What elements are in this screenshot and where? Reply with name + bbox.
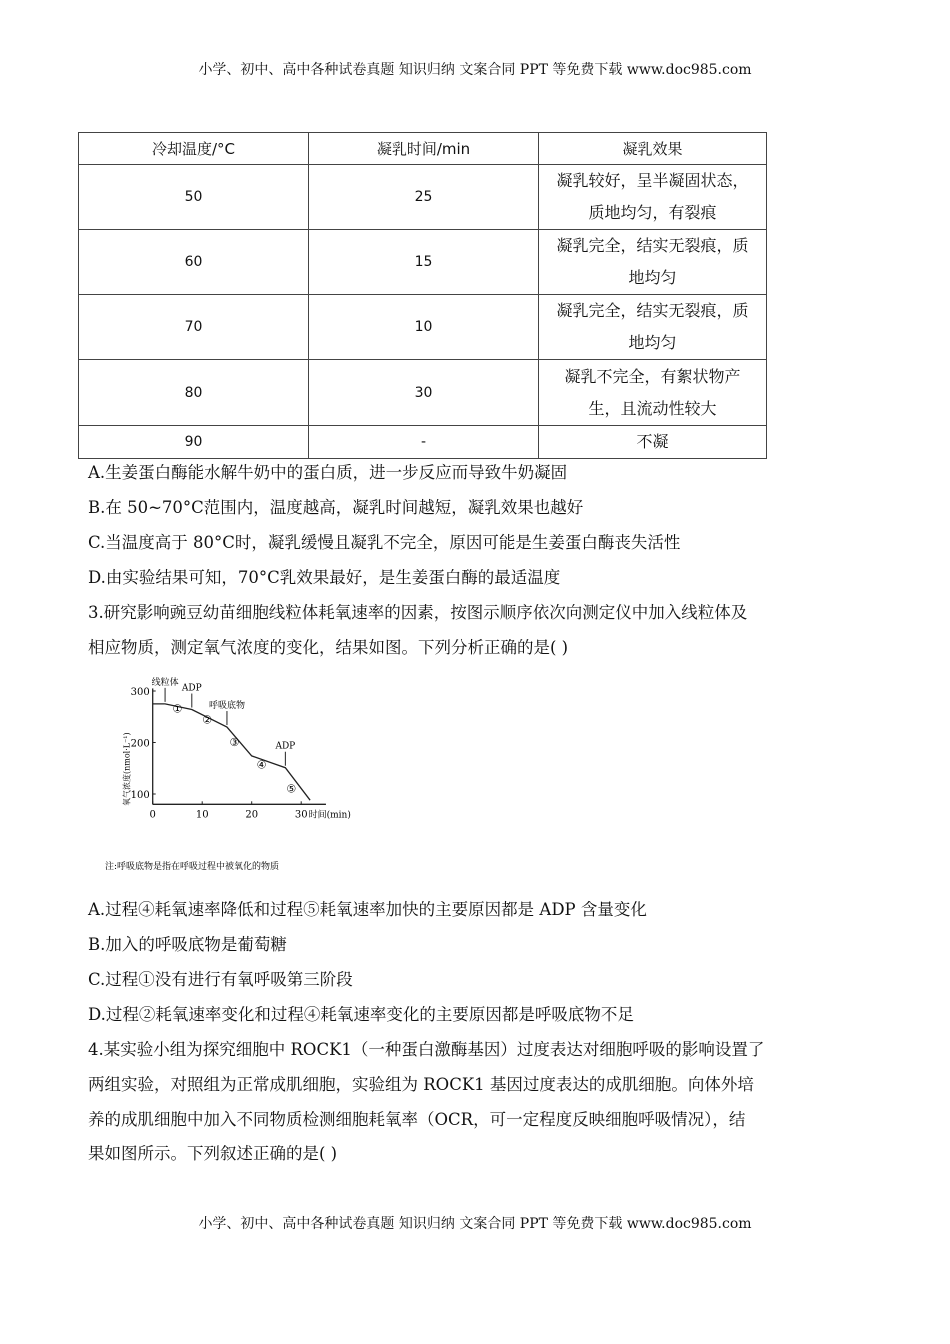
annotation-label: ADP — [275, 741, 296, 752]
cell: 80 — [79, 360, 309, 426]
x-tick-label: 30 — [294, 809, 308, 821]
option-a: A.过程④耗氧速率降低和过程⑤耗氧速率加快的主要原因都是 ADP 含量变化 — [88, 900, 647, 919]
table-row — [79, 426, 767, 459]
segment-label: ① — [172, 702, 183, 716]
question-4-stem: 两组实验，对照组为正常成肌细胞，实验组为 ROCK1 基因过度表达的成肌细胞。向体外培 — [88, 1075, 754, 1094]
option-a: A.生姜蛋白酶能水解牛奶中的蛋白质，进一步反应而导致牛奶凝固 — [88, 463, 568, 482]
segment-label: ③ — [229, 736, 240, 750]
cell: 70 — [79, 295, 309, 360]
segment-label: ④ — [256, 758, 267, 772]
cell: 凝乳较好，呈半凝固状态，质地均匀，有裂痕 — [539, 165, 767, 230]
y-tick-label: 200 — [130, 738, 150, 750]
question-4-stem: 4.某实验小组为探究细胞中 ROCK1（一种蛋白激酶基因）过度表达对细胞呼吸的影响设置了 — [88, 1040, 765, 1059]
table-row — [79, 360, 767, 426]
question-3-stem: 相应物质，测定氧气浓度的变化，结果如图。下列分析正确的是( ) — [88, 638, 569, 657]
page-footer: 小学、初中、高中各种试卷真题 知识归纳 文案合同 PPT 等免费下载 www.doc985.com — [198, 1216, 752, 1232]
cell: 不凝 — [539, 426, 767, 459]
annotation-label: 呼吸底物 — [208, 701, 245, 712]
column-header: 冷却温度/°C — [79, 133, 309, 165]
annotation-label: 线粒体 — [151, 677, 179, 688]
x-axis-label: 时间(min) — [308, 810, 351, 821]
y-tick-label: 300 — [130, 687, 150, 698]
option-b: B.在 50~70°C范围内，温度越高，凝乳时间越短，凝乳效果也越好 — [88, 498, 584, 517]
cell: 60 — [79, 230, 309, 295]
segment-label: ② — [202, 713, 213, 727]
coagulation-table — [78, 132, 767, 459]
y-axis-label: 氧气浓度(nmol·L⁻¹) — [122, 732, 132, 806]
cell: 10 — [309, 295, 539, 360]
question-4-stem: 果如图所示。下列叙述正确的是( ) — [88, 1144, 338, 1163]
table-row — [79, 230, 767, 295]
table-row — [79, 165, 767, 230]
question-3-stem: 3.研究影响豌豆幼苗细胞线粒体耗氧速率的因素，按图示顺序依次向测定仪中加入线粒体及 — [88, 603, 748, 622]
option-b: B.加入的呼吸底物是葡萄糖 — [88, 935, 287, 954]
cell: 凝乳完全，结实无裂痕，质地均匀 — [539, 230, 767, 295]
cell: 50 — [79, 165, 309, 230]
option-c: C.过程①没有进行有氧呼吸第三阶段 — [88, 970, 353, 989]
y-tick-label: 100 — [130, 790, 150, 801]
option-d: D.由实验结果可知，70°C乳效果最好，是生姜蛋白酶的最适温度 — [88, 568, 561, 587]
x-tick-label: 20 — [245, 809, 259, 821]
cell: 25 — [309, 165, 539, 230]
table-row — [79, 295, 767, 360]
cell: 30 — [309, 360, 539, 426]
cell: 凝乳完全，结实无裂痕，质地均匀 — [539, 295, 767, 360]
x-tick-label: 10 — [195, 809, 209, 821]
page-header: 小学、初中、高中各种试卷真题 知识归纳 文案合同 PPT 等免费下载 www.doc985.com — [198, 62, 752, 78]
annotation-label: ADP — [181, 683, 202, 694]
option-d: D.过程②耗氧速率变化和过程④耗氧速率变化的主要原因都是呼吸底物不足 — [88, 1005, 634, 1024]
cell: 凝乳不完全，有絮状物产生，且流动性较大 — [539, 360, 767, 426]
x-tick-label: 0 — [149, 809, 156, 821]
cell: 90 — [79, 426, 309, 459]
oxygen-chart — [100, 670, 380, 880]
segment-label: ⑤ — [286, 782, 297, 796]
column-header: 凝乳效果 — [539, 133, 767, 165]
table-header-row — [79, 133, 767, 165]
option-c: C.当温度高于 80°C时，凝乳缓慢且凝乳不完全，原因可能是生姜蛋白酶丧失活性 — [88, 533, 681, 552]
chart-note: 注:呼吸底物是指在呼吸过程中被氧化的物质 — [105, 862, 280, 872]
question-4-stem: 养的成肌细胞中加入不同物质检测细胞耗氧率（OCR，可一定程度反映细胞呼吸情况），结 — [88, 1110, 746, 1129]
cell: 15 — [309, 230, 539, 295]
column-header: 凝乳时间/min — [309, 133, 539, 165]
cell: - — [309, 426, 539, 459]
